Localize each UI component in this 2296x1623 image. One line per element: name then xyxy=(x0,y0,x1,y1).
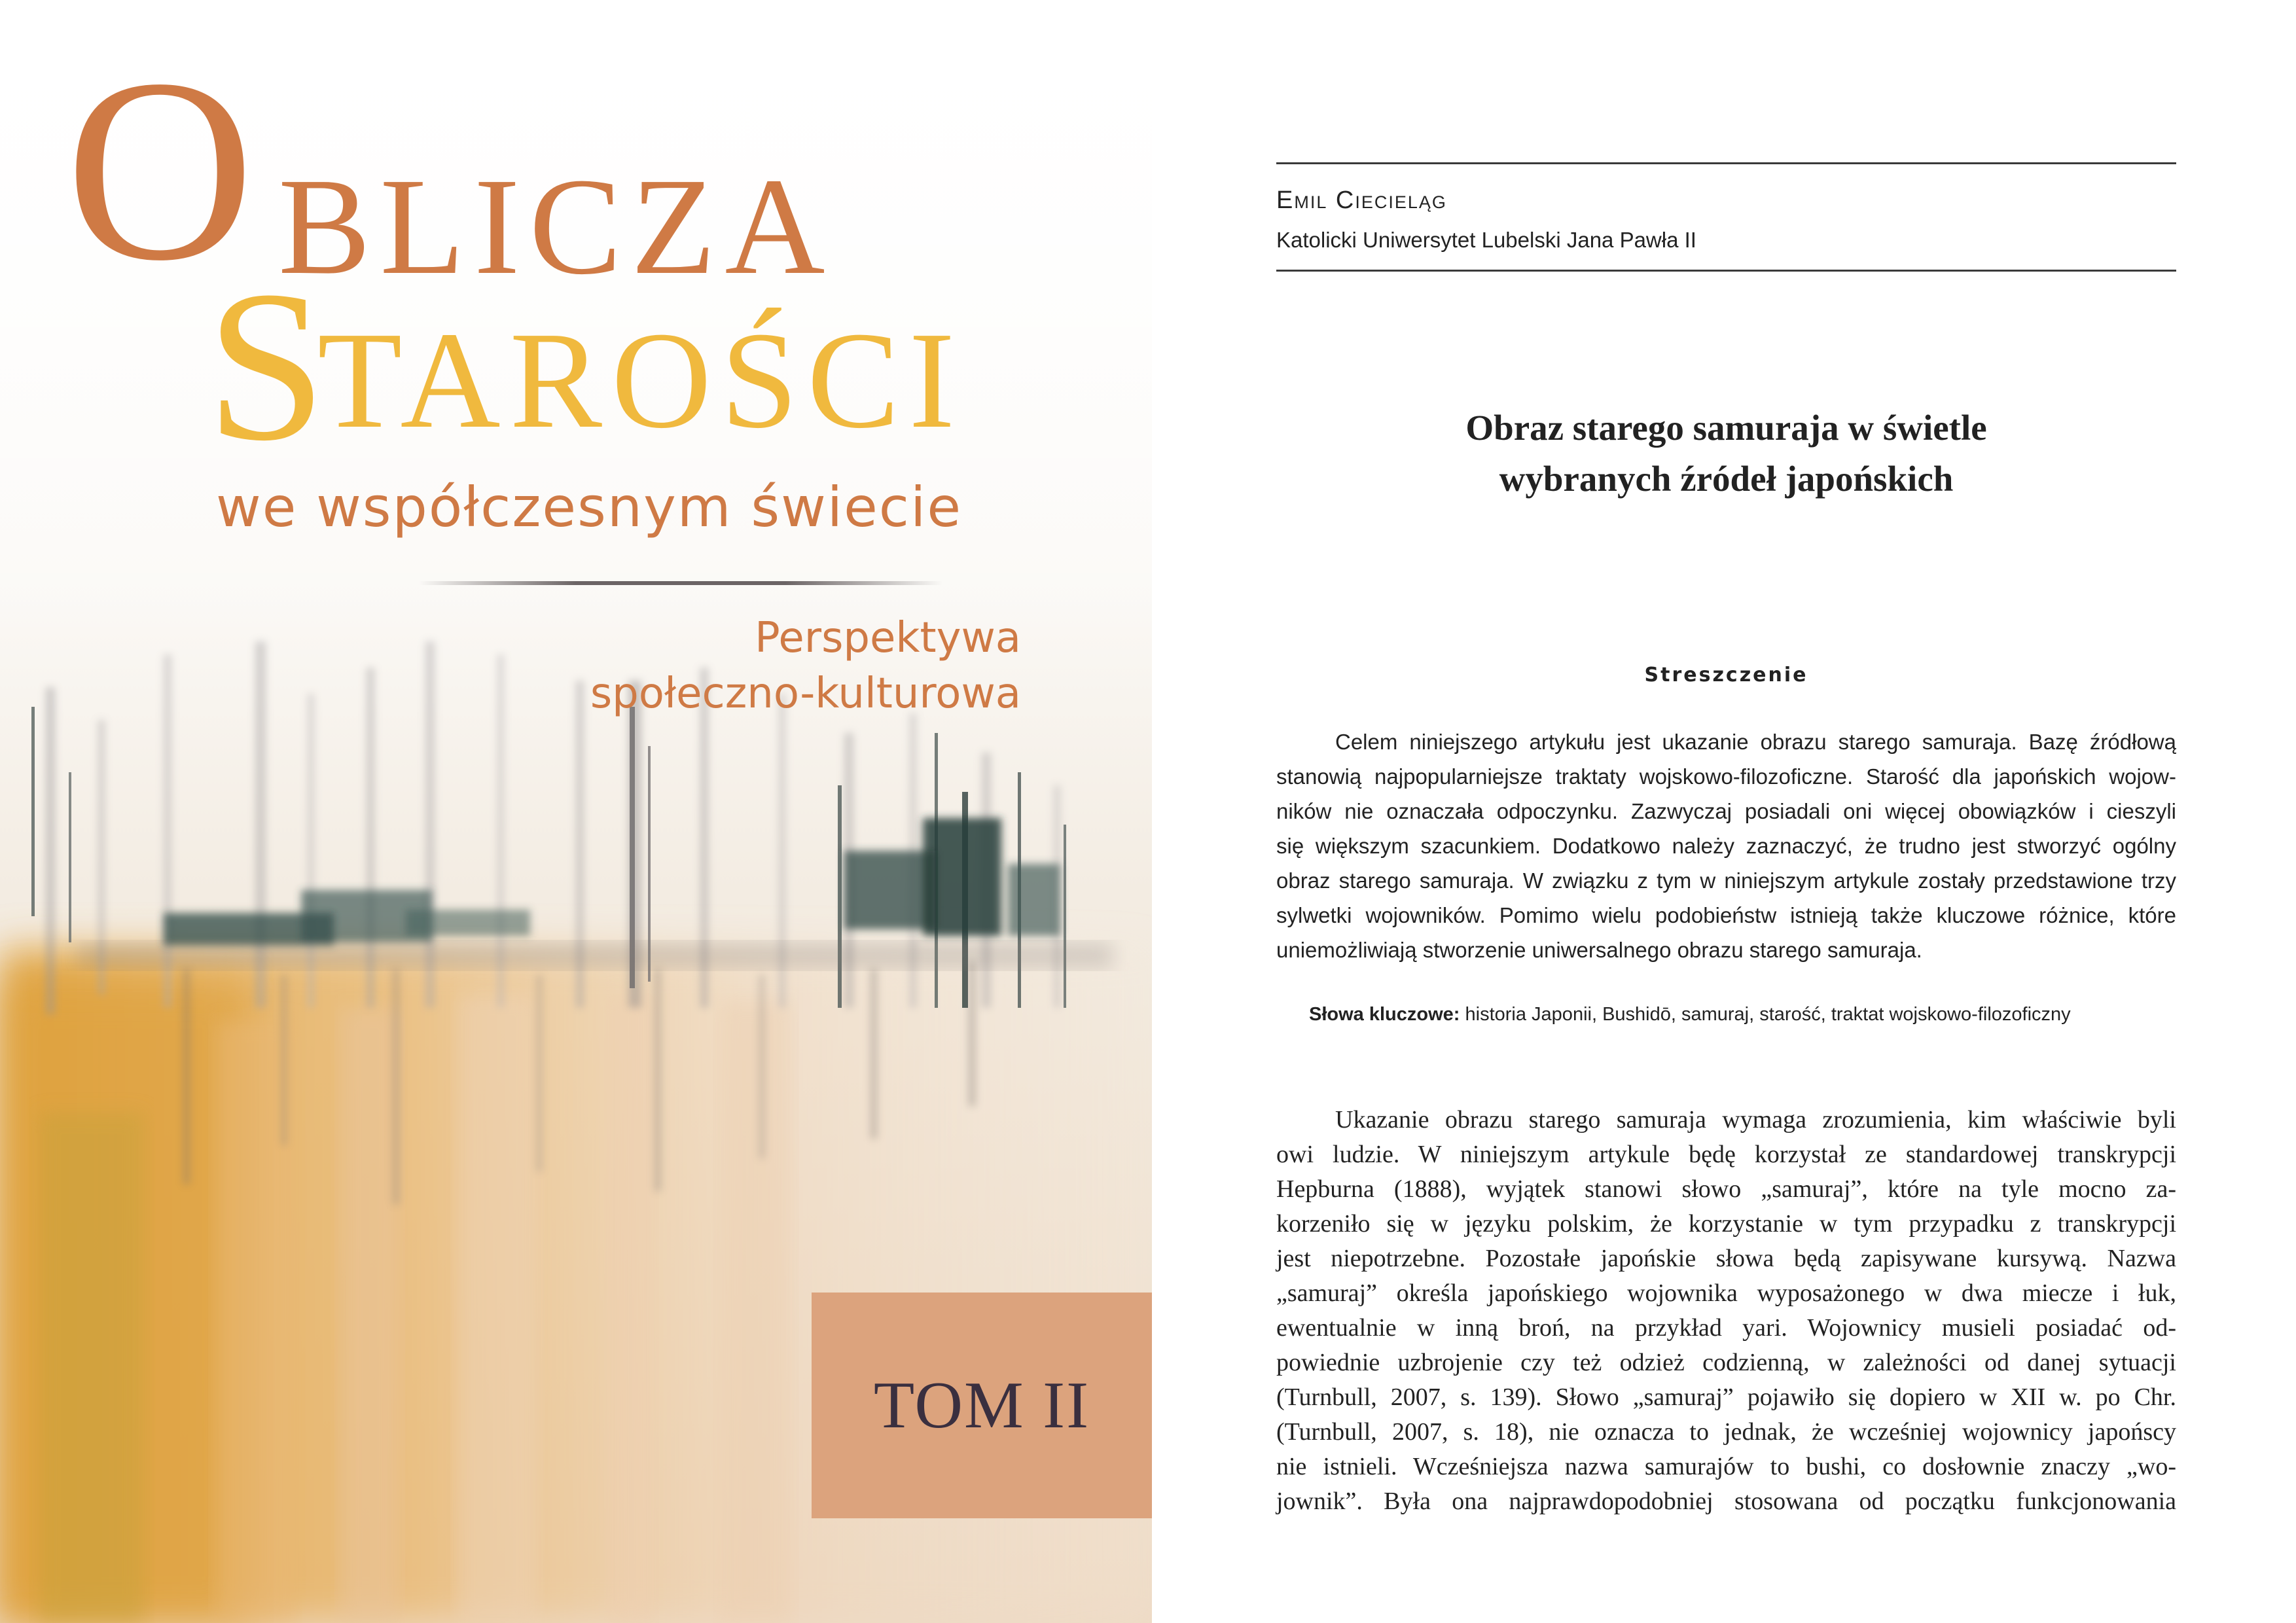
cover-title-initial-o: O xyxy=(65,25,255,315)
body-line: jest niepotrzebne. Pozostałe japońskie słowa będą zapisywane kursywą. Nazwa xyxy=(1276,1245,2176,1272)
keywords-label: Słowa kluczowe: xyxy=(1309,1004,1460,1025)
volume-box xyxy=(812,1293,1152,1518)
cover-subtitle: we współczesnym świecie xyxy=(216,475,963,539)
body-line: (Turnbull, 2007, s. 139). Słowo „samuraj” pojawiło się dopiero w XII w. po Chr. xyxy=(1276,1383,2176,1411)
abstract-line: uniemożliwiają stworzenie uniwersalnego obrazu starego samuraja. xyxy=(1276,938,1922,962)
author-name: Emil Ciecieląg xyxy=(1276,187,1447,214)
abstract xyxy=(1276,724,2176,967)
body-line: (Turnbull, 2007, s. 18), nie oznacza to jednak, że wcześniej wojownicy japońscy xyxy=(1276,1418,2176,1446)
article-body xyxy=(1276,1103,2176,1519)
article-title-line: Obraz starego samuraja w świetle xyxy=(1465,408,1987,448)
article-page xyxy=(1152,0,2296,1623)
abstract-heading: Streszczenie xyxy=(1644,664,1808,687)
header-rule-bottom xyxy=(1276,270,2176,272)
abstract-line: się większym szacunkiem. Dodatkowo należy zaznaczyć, że trudno jest stworzyć ogólny xyxy=(1276,834,2176,858)
cover-perspective-line1: Perspektywa xyxy=(755,614,1021,662)
body-line: ewentualnie w inną broń, na przykład yari. Wojownicy musieli posiadać od- xyxy=(1276,1314,2176,1342)
body-line: Hepburna (1888), wyjątek stanowi słowo „samuraj”, które na tyle mocno za- xyxy=(1276,1175,2176,1203)
keywords xyxy=(1309,1001,2071,1027)
header-rule-top xyxy=(1276,162,2176,164)
abstract-line: obraz starego samuraja. W związku z tym w niniejszym artykule zostały przedstawione trzy xyxy=(1276,868,2176,893)
cover-title-line2: TAROŚCI xyxy=(317,303,965,457)
body-line: nie istnieli. Wcześniejsza nazwa samurajów to bushi, co dosłownie znaczy „wo- xyxy=(1276,1453,2176,1480)
body-line: korzeniło się w języku polskim, że korzystanie w tym przypadku z transkrypcji xyxy=(1276,1210,2176,1238)
body-line: Ukazanie obrazu starego samuraja wymaga zrozumienia, kim właściwie byli xyxy=(1335,1106,2176,1133)
body-line: powiednie uzbrojenie czy też odzież codzienną, w zależności od danej sytuacji xyxy=(1276,1349,2176,1376)
abstract-line: stanowią najpopularniejsze traktaty wojskowo-filozoficzne. Starość dla japońskich wojow- xyxy=(1276,764,2176,789)
abstract-line: ników nie oznaczała odpoczynku. Zazwyczaj posiadali oni więcej obowiązków i cieszyli xyxy=(1276,799,2176,823)
keywords-list: historia Japonii, Bushidō, samuraj, starość, traktat wojskowo-filozoficzny xyxy=(1460,1004,2071,1025)
body-line: jownik”. Była ona najprawdopodobniej stosowana od początku funkcjonowania xyxy=(1276,1488,2176,1515)
body-line: owi ludzie. W niniejszym artykule będę korzystał ze standardowej transkrypcji xyxy=(1276,1141,2176,1168)
abstract-line: sylwetki wojowników. Pomimo wielu podobieństw istnieją także kluczowe różnice, które xyxy=(1276,903,2176,927)
article-title xyxy=(1276,402,2176,505)
author-affiliation: Katolicki Uniwersytet Lubelski Jana Pawła II xyxy=(1276,228,1696,252)
cover-title-line1: BLICZA xyxy=(278,149,834,303)
body-line: „samuraj” określa japońskiego wojownika wyposażonego w dwa miecze i łuk, xyxy=(1276,1279,2176,1307)
abstract-line: Celem niniejszego artykułu jest ukazanie obrazu starego samuraja. Bazę źródłową xyxy=(1335,730,2176,754)
article-title-line: wybranych źródeł japońskich xyxy=(1499,459,1954,499)
volume-label: TOM II xyxy=(873,1368,1090,1442)
cover-divider xyxy=(419,581,942,585)
cover-perspective-line2: społeczno-kulturowa xyxy=(590,669,1021,718)
cover-title-initial-s: S xyxy=(206,247,327,486)
